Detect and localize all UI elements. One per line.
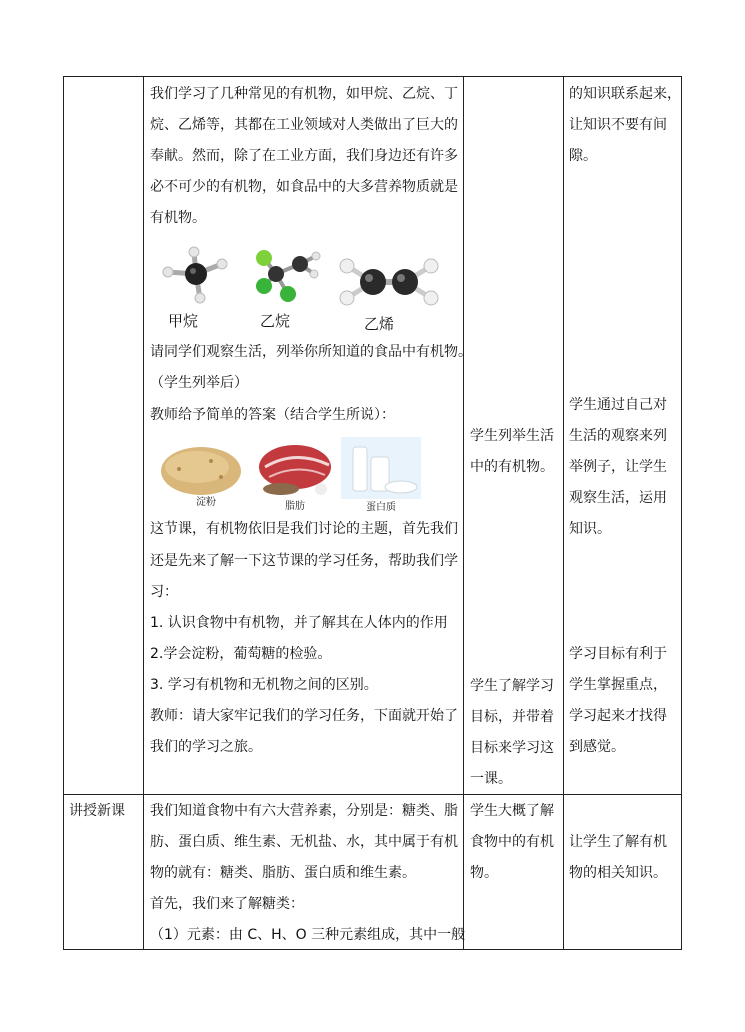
text-line: 知识。 xyxy=(569,521,611,537)
text-line: 物的就有：糖类、脂肪、蛋白质和维生素。 xyxy=(150,865,416,881)
text-line: 学生大概了解 xyxy=(470,803,554,819)
methane-molecule-image xyxy=(156,246,236,308)
text-line: 我们的学习之旅。 xyxy=(150,739,262,755)
text-line: 到感觉。 xyxy=(569,739,625,755)
text-line: 物。 xyxy=(470,865,498,881)
text-line: 中的有机物。 xyxy=(470,459,554,475)
text-line: 让学生了解有机 xyxy=(569,834,667,850)
text-line: 烷、乙烯等，其都在工业领域对人类做出了巨大的 xyxy=(150,117,458,133)
text-line: 请同学们观察生活，列举你所知道的食品中有机物。 xyxy=(150,344,472,360)
text-line: （学生列举后） xyxy=(150,375,248,391)
text-line: 隙。 xyxy=(569,148,597,164)
text-line: 必不可少的有机物，如食品中的大多营养物质就是 xyxy=(150,179,458,195)
text-line: 学生通过自己对 xyxy=(569,397,667,413)
ethylene-molecule-image xyxy=(333,252,443,310)
text-line: 的知识联系起来， xyxy=(569,86,681,102)
starch-label: 淀粉 xyxy=(196,497,216,508)
text-line: 学生列举生活 xyxy=(470,428,554,444)
column-divider-3 xyxy=(563,76,564,950)
goal-item: 2.学会淀粉，葡萄糖的检验。 xyxy=(150,646,332,662)
text-line: 目标，并带着 xyxy=(470,709,554,725)
methane-label: 甲烷 xyxy=(168,312,199,330)
text-line: 一课。 xyxy=(470,771,512,787)
stage-label: 讲授新课 xyxy=(69,803,125,819)
text-line: 有机物。 xyxy=(150,210,206,226)
text-line: 学生了解学习 xyxy=(470,678,554,694)
text-line: 还是先来了解一下这节课的学习任务，帮助我们学 xyxy=(150,553,458,569)
text-line: 我们知道食物中有六大营养素，分别是：糖类、脂 xyxy=(150,803,458,819)
table-border-right xyxy=(681,76,682,950)
fat-label: 脂肪 xyxy=(285,501,305,512)
table-border-top xyxy=(63,76,682,77)
text-line: 教师给予简单的答案（结合学生所说）： xyxy=(150,407,395,423)
text-line: 首先，我们来了解糖类： xyxy=(150,896,304,912)
table-border-left xyxy=(63,76,64,950)
text-line: 让知识不要有间 xyxy=(569,117,667,133)
milk-protein-image xyxy=(341,437,421,499)
text-line: 肪、蛋白质、维生素、无机盐、水，其中属于有机 xyxy=(150,834,458,850)
text-line: 目标来学习这 xyxy=(470,740,554,756)
text-line: 学生掌握重点， xyxy=(569,677,667,693)
text-line: 奉献。然而，除了在工业方面，我们身边还有许多 xyxy=(150,148,458,164)
ethylene-label: 乙烯 xyxy=(364,315,395,333)
text-line: 物的相关知识。 xyxy=(569,865,667,881)
text-line: 习： xyxy=(150,584,178,600)
column-divider-1 xyxy=(143,76,144,950)
table-border-bottom xyxy=(63,949,682,950)
text-line: 生活的观察来列 xyxy=(569,428,667,444)
row-divider xyxy=(63,794,682,795)
goal-item: 3. 学习有机物和无机物之间的区别。 xyxy=(150,677,378,693)
ethane-label: 乙烷 xyxy=(260,312,291,330)
text-line: 观察生活，运用 xyxy=(569,490,667,506)
text-line: 我们学习了几种常见的有机物，如甲烷、乙烷、丁 xyxy=(150,86,458,102)
potato-starch-image xyxy=(157,437,245,501)
text-line: 这节课，有机物依旧是我们讨论的主题，首先我们 xyxy=(150,521,458,537)
meat-fat-image xyxy=(251,437,335,501)
ethane-molecule-image xyxy=(248,244,326,308)
text-line: 食物中的有机 xyxy=(470,834,554,850)
protein-label: 蛋白质 xyxy=(366,502,396,513)
column-divider-2 xyxy=(463,76,464,950)
text-line: 学习起来才找得 xyxy=(569,708,667,724)
text-line: 学习目标有利于 xyxy=(569,646,667,662)
text-line: （1）元素：由 C、H、O 三种元素组成，其中一般 xyxy=(150,927,466,943)
text-line: 举例子，让学生 xyxy=(569,459,667,475)
goal-item: 1. 认识食物中有机物，并了解其在人体内的作用 xyxy=(150,615,448,631)
text-line: 教师：请大家牢记我们的学习任务，下面就开始了 xyxy=(150,708,458,724)
